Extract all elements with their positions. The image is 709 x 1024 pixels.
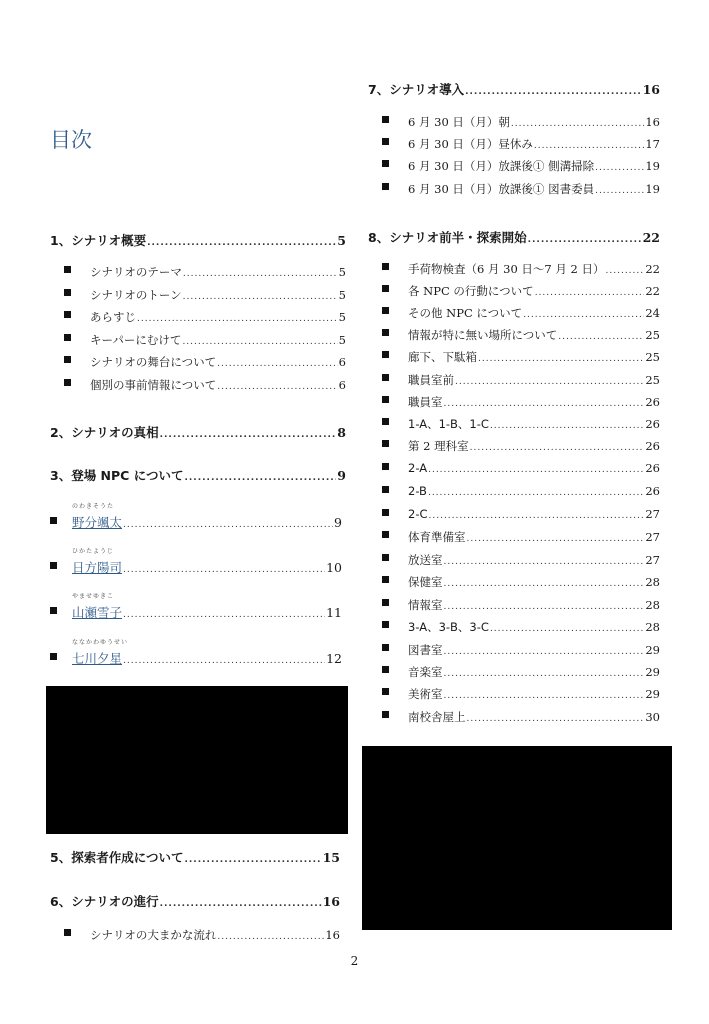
toc-item[interactable]	[50, 287, 346, 303]
toc-label: 手荷物検査（6 月 30 日～7 月 2 日）	[408, 262, 605, 276]
toc-item[interactable]	[368, 709, 660, 725]
dot-leader	[595, 163, 644, 173]
toc-item[interactable]	[50, 309, 346, 325]
square-bullet-icon	[382, 486, 389, 493]
square-bullet-icon	[382, 554, 389, 561]
toc-item[interactable]	[368, 484, 660, 498]
square-bullet-icon	[382, 160, 389, 167]
toc-label: 情報室	[408, 598, 443, 612]
dot-leader	[184, 855, 321, 865]
square-bullet-icon	[382, 116, 389, 123]
dot-leader	[160, 899, 322, 909]
toc-page: 16	[322, 894, 340, 909]
toc-page: 16	[642, 82, 660, 97]
toc-page: 22	[645, 284, 660, 298]
toc-item[interactable]	[50, 927, 340, 943]
dot-leader	[217, 932, 324, 942]
toc-item[interactable]	[368, 394, 660, 410]
square-bullet-icon	[64, 311, 71, 318]
toc-section-5[interactable]	[50, 848, 340, 866]
toc-label: 6 月 30 日（月）昼休み	[408, 137, 533, 151]
toc-title: 目次	[50, 128, 92, 152]
dot-leader	[444, 579, 645, 589]
square-bullet-icon	[64, 929, 71, 936]
page-number: 2	[350, 954, 359, 968]
toc-item[interactable]	[368, 507, 660, 521]
redacted-block	[46, 686, 348, 834]
dot-leader	[160, 430, 337, 440]
toc-label: 2、シナリオの真相	[50, 425, 159, 440]
dot-leader	[147, 238, 336, 248]
toc-label: 6、シナリオの進行	[50, 894, 159, 909]
toc-item[interactable]	[368, 114, 660, 130]
square-bullet-icon	[64, 266, 71, 273]
dot-leader	[428, 488, 644, 498]
dot-leader	[523, 310, 644, 320]
toc-label: 体育準備室	[408, 530, 466, 544]
toc-label: 保健室	[408, 575, 443, 589]
toc-item[interactable]	[368, 327, 660, 343]
toc-label: 6 月 30 日（月）放課後① 側溝掃除	[408, 159, 595, 173]
toc-page: 6	[338, 378, 346, 392]
toc-page: 27	[645, 530, 660, 544]
dot-leader	[534, 141, 644, 151]
dot-leader	[444, 669, 645, 679]
square-bullet-icon	[382, 688, 389, 695]
toc-page: 29	[645, 687, 660, 701]
square-bullet-icon	[64, 289, 71, 296]
toc-page: 16	[325, 928, 340, 942]
toc-page: 19	[645, 159, 660, 173]
toc-page: 29	[645, 643, 660, 657]
toc-label: 放送室	[408, 553, 443, 567]
square-bullet-icon	[382, 351, 389, 358]
dot-leader	[444, 399, 645, 409]
toc-page: 22	[645, 262, 660, 276]
toc-npc-item[interactable]	[50, 503, 342, 531]
toc-label: シナリオの舞台について	[90, 355, 217, 369]
toc-page: 25	[645, 350, 660, 364]
toc-page: 9	[337, 468, 346, 483]
toc-page: 24	[645, 306, 660, 320]
toc-label: 6 月 30 日（月）放課後① 図書委員	[408, 182, 595, 196]
toc-page: 26	[645, 461, 660, 475]
toc-item[interactable]	[368, 305, 660, 321]
toc-label: あらすじ	[90, 310, 136, 324]
toc-npc-item[interactable]	[50, 593, 342, 621]
toc-section-6[interactable]	[50, 892, 340, 910]
toc-npc-item[interactable]	[50, 639, 342, 667]
toc-page: 11	[326, 605, 342, 620]
toc-label: 音楽室	[408, 665, 443, 679]
dot-leader	[123, 656, 325, 666]
square-bullet-icon	[382, 463, 389, 470]
toc-label: 各 NPC の行動について	[408, 284, 534, 298]
toc-page: 27	[645, 507, 660, 521]
toc-page: 5	[338, 265, 346, 279]
toc-section-7[interactable]	[368, 80, 660, 98]
toc-page: 25	[645, 328, 660, 342]
toc-item[interactable]	[368, 574, 660, 590]
toc-item[interactable]	[50, 377, 346, 393]
toc-label: 6 月 30 日（月）朝	[408, 115, 510, 129]
toc-page: 29	[645, 665, 660, 679]
dot-leader	[444, 647, 645, 657]
toc-label: 2-C	[408, 507, 428, 521]
toc-item[interactable]	[368, 686, 660, 702]
toc-page: 10	[326, 560, 342, 575]
dot-leader	[467, 714, 645, 724]
dot-leader	[444, 557, 645, 567]
toc-label: 情報が特に無い場所について	[408, 328, 558, 342]
toc-section-2[interactable]	[50, 423, 346, 441]
toc-label: 1、シナリオ概要	[50, 233, 147, 248]
toc-item[interactable]	[368, 349, 660, 365]
dot-leader	[444, 602, 645, 612]
toc-label: 個別の事前情報について	[90, 378, 217, 392]
toc-page: 16	[645, 115, 660, 129]
toc-item[interactable]	[50, 354, 346, 370]
dot-leader	[123, 565, 325, 575]
toc-label: 8、シナリオ前半・探索開始	[368, 230, 527, 245]
toc-item[interactable]	[368, 181, 660, 197]
toc-item[interactable]	[50, 264, 346, 280]
toc-item[interactable]	[368, 372, 660, 388]
dot-leader	[558, 332, 644, 342]
toc-item[interactable]	[368, 529, 660, 545]
dot-leader	[217, 382, 337, 392]
npc-link[interactable]: 野分颯太	[72, 515, 123, 530]
square-bullet-icon	[382, 263, 389, 270]
toc-page: 17	[645, 137, 660, 151]
square-bullet-icon	[382, 531, 389, 538]
toc-item[interactable]	[368, 642, 660, 658]
toc-page: 28	[645, 575, 660, 589]
square-bullet-icon	[382, 329, 389, 336]
dot-leader	[455, 377, 644, 387]
square-bullet-icon	[64, 334, 71, 341]
toc-page: 15	[322, 850, 340, 865]
redacted-block	[362, 746, 672, 930]
toc-page: 22	[642, 230, 660, 245]
furigana: ひかたようじ	[72, 548, 115, 555]
toc-section-8[interactable]	[368, 228, 660, 246]
toc-page: 26	[645, 417, 660, 431]
toc-label: 2-B	[408, 484, 427, 498]
toc-section-3[interactable]	[50, 466, 346, 484]
toc-item[interactable]	[368, 597, 660, 613]
toc-item[interactable]	[368, 461, 660, 475]
square-bullet-icon	[64, 356, 71, 363]
square-bullet-icon	[382, 374, 389, 381]
toc-label: 美術室	[408, 687, 443, 701]
toc-page: 5	[338, 310, 346, 324]
dot-leader	[467, 534, 645, 544]
toc-page: 26	[645, 395, 660, 409]
npc-link[interactable]: 日方陽司	[72, 560, 123, 575]
square-bullet-icon	[50, 607, 57, 614]
square-bullet-icon	[382, 138, 389, 145]
square-bullet-icon	[382, 183, 389, 190]
toc-page: 5	[338, 333, 346, 347]
toc-section-1[interactable]	[50, 231, 346, 249]
toc-label: 職員室	[408, 395, 443, 409]
toc-label: キーパーにむけて	[90, 333, 182, 347]
square-bullet-icon	[50, 517, 57, 524]
toc-label: 図書室	[408, 643, 443, 657]
toc-label: 7、シナリオ導入	[368, 82, 465, 97]
toc-label: 第 2 理科室	[408, 439, 469, 453]
toc-label: シナリオのテーマ	[90, 265, 182, 279]
toc-page: 26	[645, 484, 660, 498]
toc-label: 1-A、1-B、1-C	[408, 417, 489, 431]
furigana: のわきそうた	[72, 503, 115, 510]
toc-item[interactable]	[368, 136, 660, 152]
dot-leader	[444, 691, 645, 701]
toc-label: その他 NPC について	[408, 306, 523, 320]
toc-item[interactable]	[368, 283, 660, 299]
toc-page: 12	[326, 651, 342, 666]
toc-item[interactable]	[368, 261, 660, 277]
toc-label: 3-A、3-B、3-C	[408, 620, 489, 634]
toc-page: 9	[334, 515, 342, 530]
toc-page: 25	[645, 373, 660, 387]
dot-leader	[490, 624, 644, 634]
dot-leader	[478, 354, 644, 364]
toc-page: 30	[645, 710, 660, 724]
toc-label: 南校舎屋上	[408, 710, 466, 724]
dot-leader	[184, 473, 336, 483]
npc-link[interactable]: 七川夕星	[72, 651, 123, 666]
toc-item[interactable]	[50, 332, 346, 348]
square-bullet-icon	[50, 653, 57, 660]
toc-item[interactable]	[368, 438, 660, 454]
toc-label: 3、登場 NPC について	[50, 468, 184, 483]
npc-link[interactable]: 山瀬雪子	[72, 605, 123, 620]
square-bullet-icon	[382, 644, 389, 651]
toc-page: 27	[645, 553, 660, 567]
toc-item[interactable]	[368, 158, 660, 174]
dot-leader	[511, 119, 644, 129]
square-bullet-icon	[382, 621, 389, 628]
dot-leader	[465, 87, 642, 97]
toc-label: 職員室前	[408, 373, 454, 387]
square-bullet-icon	[64, 379, 71, 386]
toc-page: 28	[645, 620, 660, 634]
square-bullet-icon	[382, 509, 389, 516]
square-bullet-icon	[382, 307, 389, 314]
square-bullet-icon	[382, 711, 389, 718]
toc-page: 5	[337, 233, 346, 248]
square-bullet-icon	[382, 418, 389, 425]
toc-label: シナリオのトーン	[90, 288, 182, 302]
toc-label: シナリオの大まかな流れ	[90, 928, 217, 942]
square-bullet-icon	[50, 562, 57, 569]
dot-leader	[217, 359, 338, 369]
toc-item[interactable]	[368, 416, 660, 432]
dot-leader	[123, 610, 325, 620]
toc-page: 6	[338, 355, 346, 369]
furigana: ななかわゆうせい	[72, 639, 129, 646]
dot-leader	[535, 288, 645, 298]
dot-leader	[429, 511, 645, 521]
dot-leader	[595, 186, 644, 196]
square-bullet-icon	[382, 576, 389, 583]
toc-item[interactable]	[368, 664, 660, 680]
dot-leader	[606, 266, 645, 276]
dot-leader	[528, 235, 642, 245]
toc-page: 8	[337, 425, 346, 440]
square-bullet-icon	[382, 396, 389, 403]
toc-page: 19	[645, 182, 660, 196]
dot-leader	[183, 292, 338, 302]
toc-label: 2-A	[408, 461, 428, 475]
dot-leader	[182, 337, 337, 347]
toc-label: 5、探索者作成について	[50, 850, 184, 865]
square-bullet-icon	[382, 440, 389, 447]
furigana: やませゆきこ	[72, 593, 115, 600]
toc-label: 廊下、下駄箱	[408, 350, 477, 364]
toc-page: 28	[645, 598, 660, 612]
dot-leader	[428, 465, 644, 475]
dot-leader	[183, 269, 338, 279]
toc-item[interactable]	[368, 552, 660, 568]
toc-page: 5	[338, 288, 346, 302]
dot-leader	[137, 314, 338, 324]
toc-npc-item[interactable]	[50, 548, 342, 576]
toc-item[interactable]	[368, 619, 660, 635]
square-bullet-icon	[382, 666, 389, 673]
dot-leader	[470, 443, 645, 453]
dot-leader	[123, 520, 333, 530]
square-bullet-icon	[382, 599, 389, 606]
square-bullet-icon	[382, 285, 389, 292]
dot-leader	[490, 421, 644, 431]
toc-page: 26	[645, 439, 660, 453]
